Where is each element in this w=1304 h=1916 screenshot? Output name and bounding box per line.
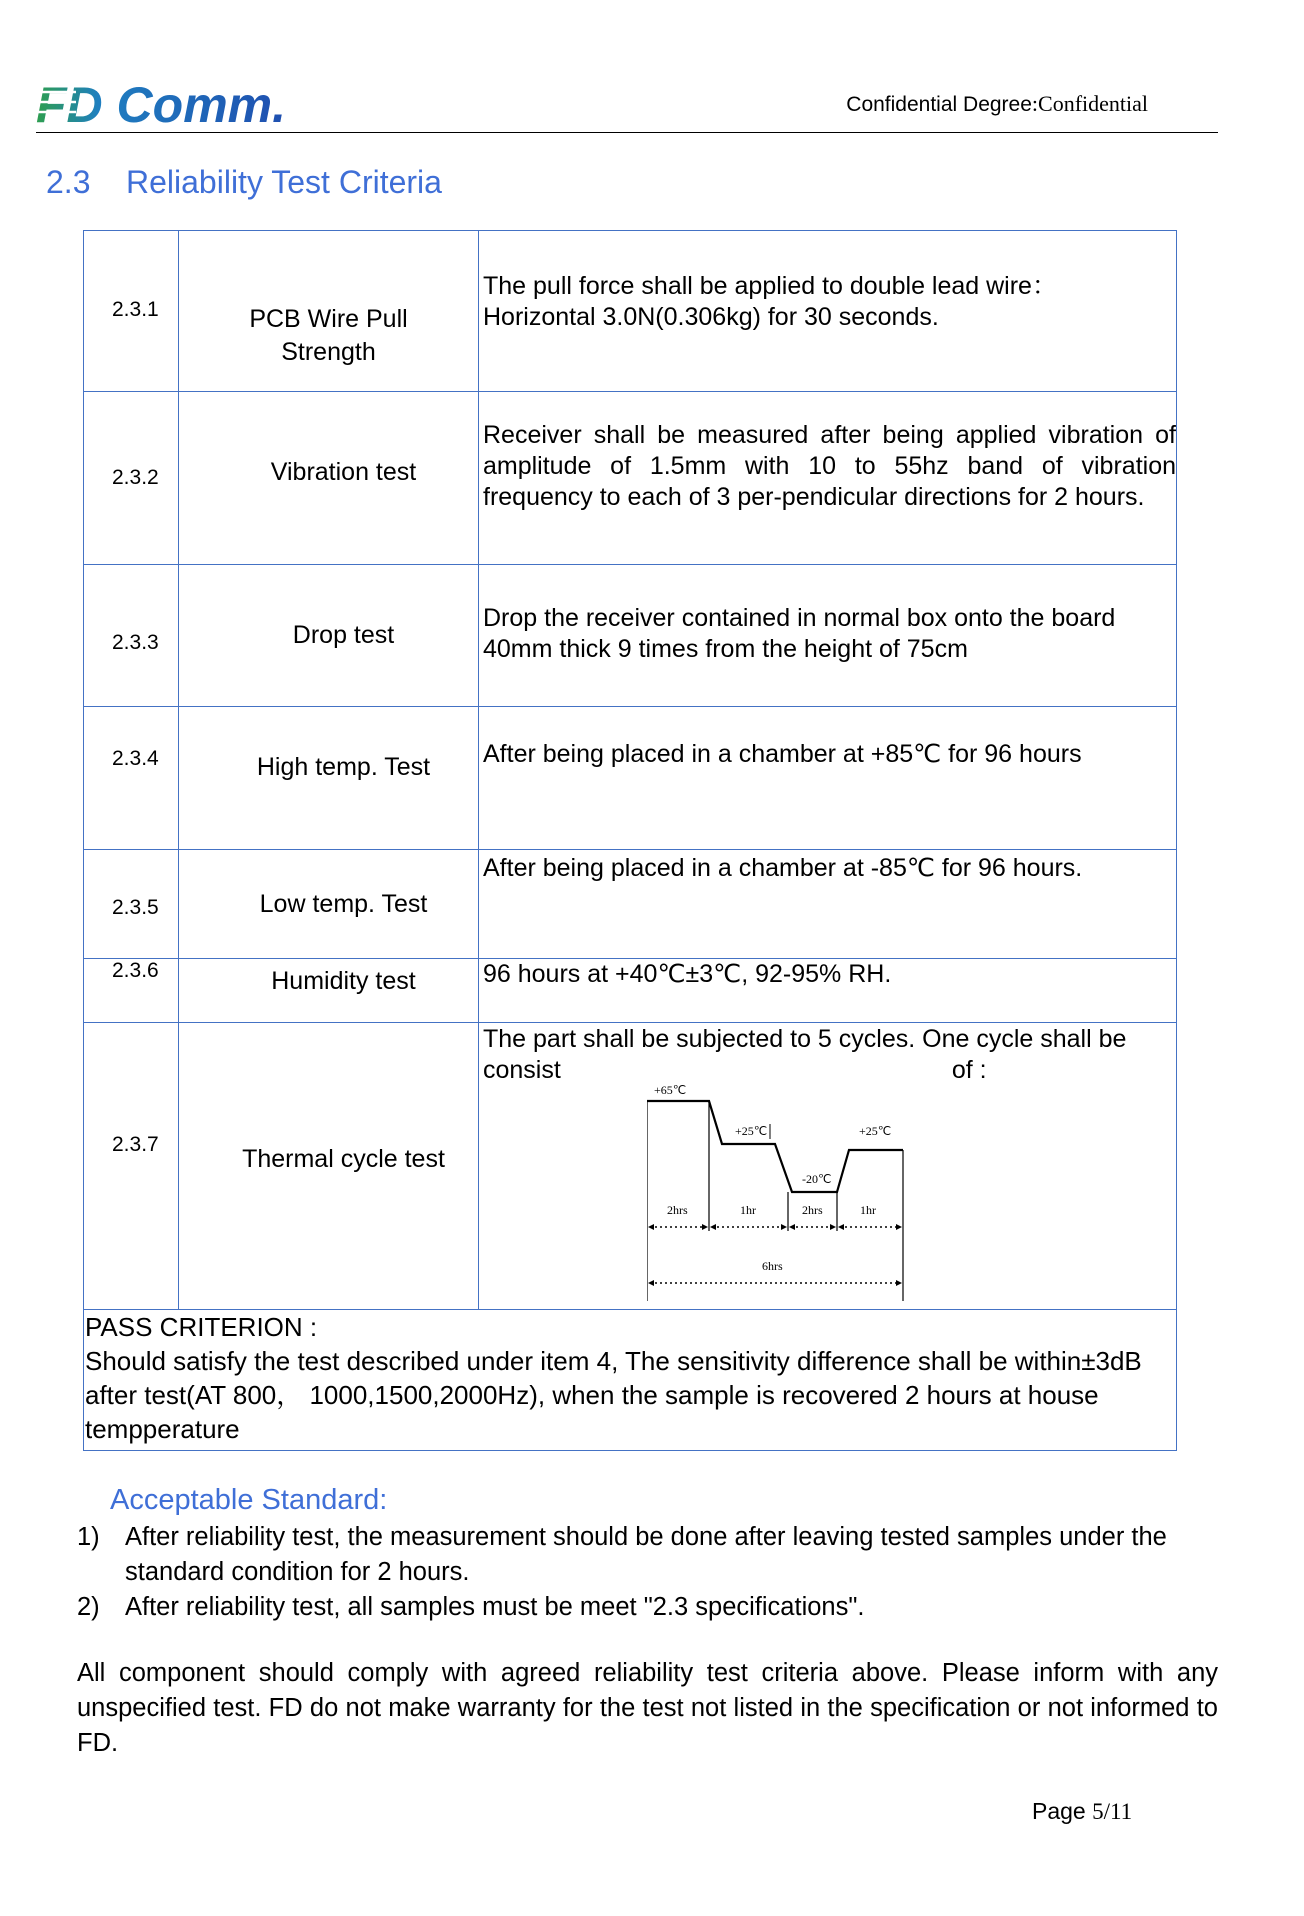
segment-label: 1hr	[740, 1203, 756, 1217]
row-name-cell	[179, 231, 479, 392]
pass-line: after test(AT 800， 1000,1500,2000Hz), when the sample is recovered 2 hours at house	[85, 1380, 1099, 1410]
row-number: 2.3.3	[112, 631, 159, 654]
row-desc: 96 hours at +40℃±3℃, 92-95% RH.	[483, 960, 892, 988]
row-number: 2.3.1	[112, 298, 159, 321]
table-row	[84, 231, 1177, 392]
row-name: Vibration test	[270, 458, 417, 486]
section-heading: Reliability Test Criteria	[126, 164, 442, 200]
dimension-arrows	[648, 1224, 902, 1286]
pass-criterion	[84, 1310, 1176, 1450]
table-row	[84, 850, 1177, 959]
row-number: 2.3.5	[112, 896, 159, 919]
svg-text:FD Comm.: FD Comm.	[36, 77, 286, 130]
table-row	[84, 959, 1177, 1023]
pass-line: tempperature	[85, 1414, 240, 1444]
table-row	[84, 1023, 1177, 1310]
fd-comm-logo	[36, 76, 311, 130]
row-desc-word: of :	[951, 1056, 987, 1084]
table-row	[84, 392, 1177, 565]
segment-label: 2hrs	[802, 1203, 823, 1217]
row-desc: Receiver shall be measured after being applied vibration of amplitude of 1.5mm with 10 to 55hz band of vibration frequency to each of 3 per-pendicular directions for 2 hours.	[483, 421, 1176, 511]
section-title	[46, 164, 442, 201]
row-name: High temp. Test	[256, 753, 431, 781]
section-number: 2.3	[46, 164, 91, 200]
segment-label: 2hrs	[667, 1203, 688, 1217]
total-label: 6hrs	[762, 1259, 783, 1273]
temp-label: +25℃	[859, 1124, 892, 1138]
row-name: Low temp. Test	[259, 890, 428, 918]
row-desc-word: consist	[483, 1056, 561, 1084]
page-number	[1032, 1798, 1132, 1825]
reliability-table	[83, 230, 1177, 1451]
row-desc: Drop the receiver contained in normal box onto the board 40mm thick 9 times from the height of 75cm	[483, 604, 1116, 663]
row-number: 2.3.4	[112, 747, 159, 770]
table-row	[84, 707, 1177, 850]
thermal-cycle-chart	[647, 1073, 907, 1303]
list-item-number: 1)	[77, 1523, 100, 1551]
segment-label: 1hr	[860, 1203, 876, 1217]
confidential-label: Confidential Degree	[846, 93, 1032, 116]
table-row	[84, 565, 1177, 707]
row-number: 2.3.2	[112, 466, 159, 489]
row-number: 2.3.7	[112, 1133, 159, 1156]
list-item-number: 2)	[77, 1593, 100, 1621]
pass-criterion-row	[84, 1310, 1177, 1451]
temp-label: +65℃	[654, 1083, 687, 1097]
acceptable-standard-list	[77, 1520, 1187, 1625]
row-name: PCB Wire Pull Strength	[249, 305, 408, 366]
row-name: Thermal cycle test	[242, 1145, 445, 1173]
list-item	[77, 1590, 1187, 1625]
row-name: Humidity test	[271, 967, 416, 995]
temp-label: +25℃	[735, 1124, 768, 1138]
acceptable-standard-title: Acceptable Standard:	[110, 1484, 388, 1516]
list-item-text: After reliability test, the measurement should be done after leaving tested samples under the standard condition for 2 hours.	[125, 1523, 1167, 1586]
header-rule	[36, 132, 1218, 133]
row-desc: After being placed in a chamber at -85℃ for 96 hours.	[483, 854, 1083, 882]
pass-title: PASS CRITERION :	[85, 1312, 318, 1342]
closing-paragraph: All component should comply with agreed reliability test criteria above. Please inform with any unspecified test. FD do not make warranty for the test not listed in the specification or not informed to FD.	[77, 1659, 1218, 1757]
row-number-cell	[84, 231, 179, 392]
row-desc-line: The part shall be subjected to 5 cycles. One cycle shall be	[483, 1025, 1127, 1053]
page-value: 5/11	[1092, 1799, 1133, 1824]
row-desc: The pull force shall be applied to double lead wire：Horizontal 3.0N(0.306kg) for 30 seconds.	[483, 272, 1057, 331]
dimension-lines	[650, 1227, 900, 1283]
temperature-profile-line	[647, 1101, 903, 1192]
row-name: Drop test	[292, 621, 395, 649]
row-desc-cell	[479, 231, 1177, 392]
page-label: Page	[1032, 1798, 1093, 1824]
confidential-degree	[846, 91, 1148, 117]
confidential-value: :Confidential	[1031, 91, 1148, 116]
row-number: 2.3.6	[112, 959, 159, 982]
temp-label: -20℃	[802, 1172, 832, 1186]
list-item-text: After reliability test, all samples must be meet "2.3 specifications".	[125, 1593, 865, 1621]
row-desc: After being placed in a chamber at +85℃ for 96 hours	[483, 740, 1082, 768]
pass-line: Should satisfy the test described under item 4, The sensitivity difference shall be within±3dB	[85, 1346, 1142, 1376]
list-item	[77, 1520, 1187, 1590]
